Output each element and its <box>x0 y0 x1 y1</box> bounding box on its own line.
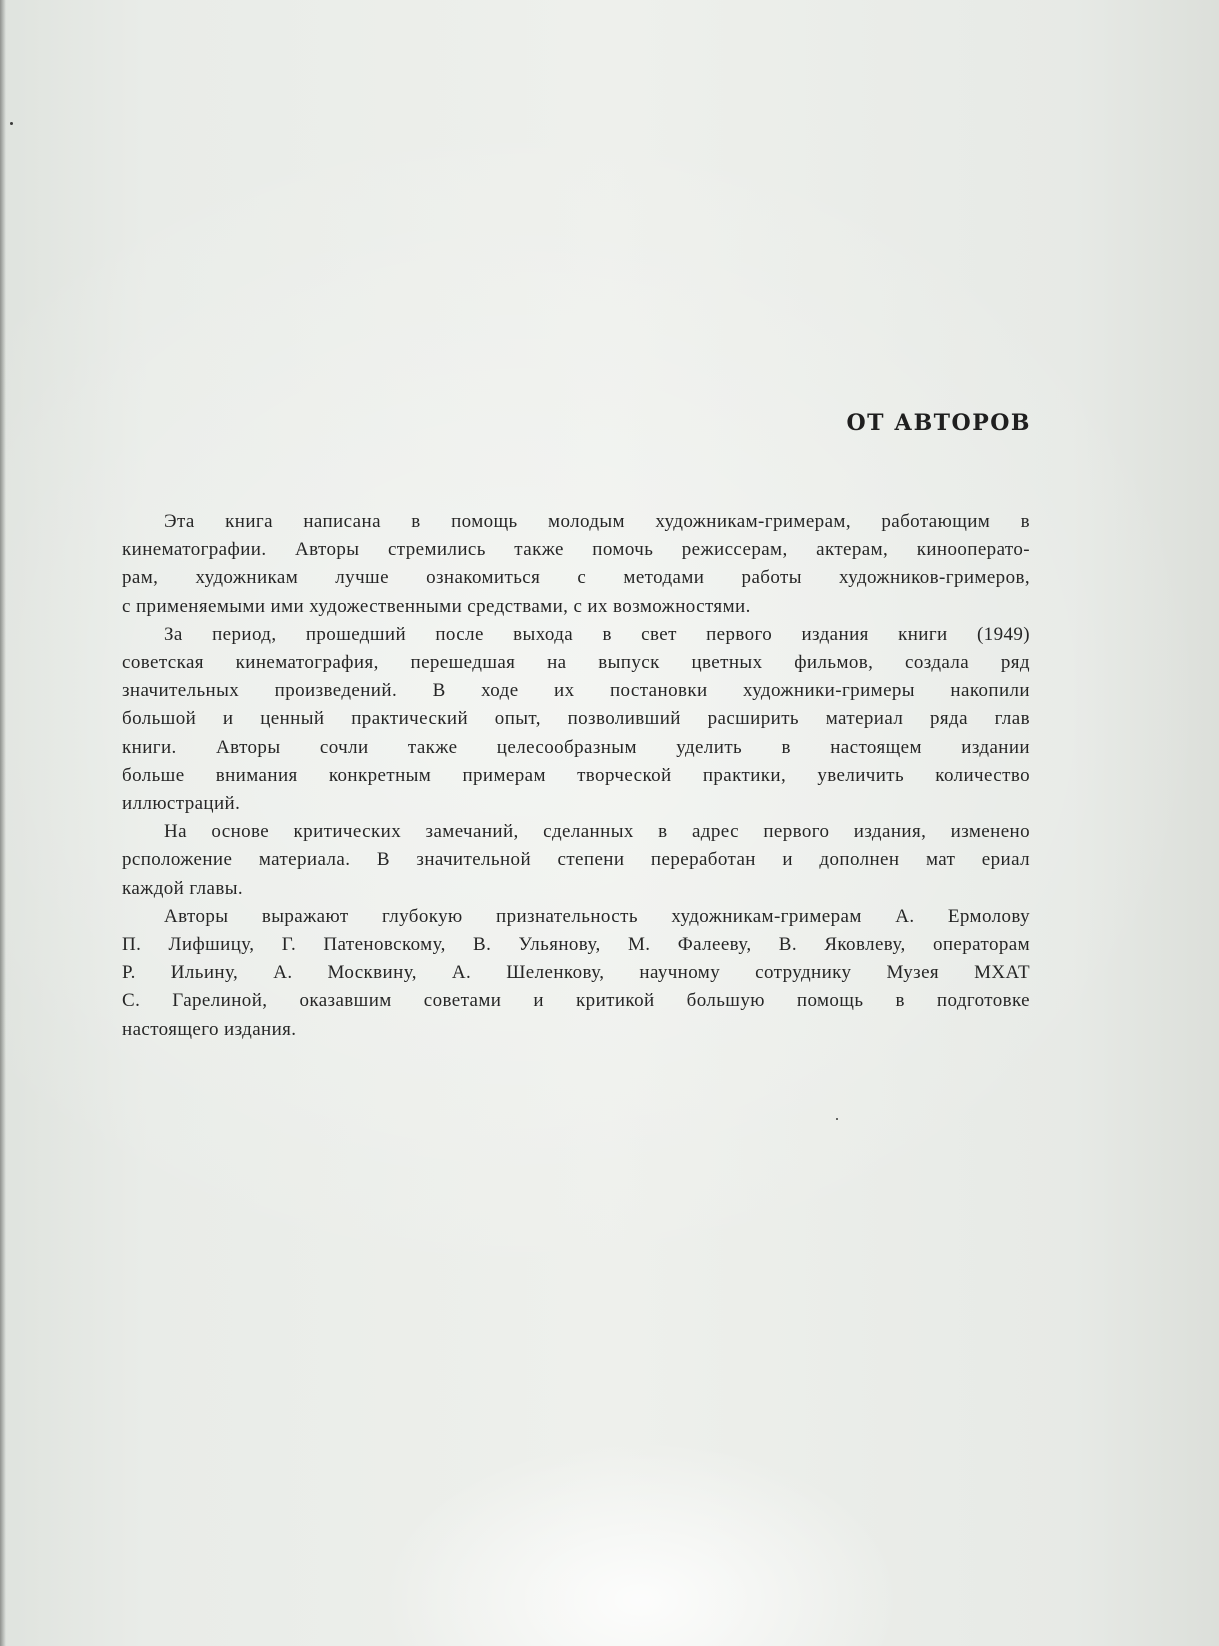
text-line: каждой главы. <box>122 877 244 899</box>
text-line: П. Лифшицу, Г. Патеновскому, В. Ульянову, М. Фалееву, В. Яковлеву, операторам <box>122 934 1030 956</box>
body-text <box>122 508 1030 1044</box>
text-line: рсположение материала. В значительной степени переработан и дополнен мат ериал <box>122 849 1030 871</box>
text-line: с применяемыми ими художественными средствами, с их возможностями. <box>122 595 751 617</box>
text-line: кинематографии. Авторы стремились также помочь режиссерам, актерам, кинооперато- <box>122 539 1030 561</box>
text-line: книги. Авторы сочли также целесообразным уделить в настоящем издании <box>122 736 1030 758</box>
text-line: На основе критических замечаний, сделанных в адрес первого издания, изменено <box>164 821 1030 843</box>
paper-speck <box>10 122 13 125</box>
paragraph <box>122 818 1030 903</box>
paragraph <box>122 903 1030 1044</box>
text-line: Эта книга написана в помощь молодым художникам-гримерам, работающим в <box>164 511 1030 532</box>
paragraph <box>122 508 1030 621</box>
text-line: большой и ценный практический опыт, позволивший расширить материал ряда глав <box>122 708 1030 730</box>
text-line: настоящего издания. <box>122 1018 297 1040</box>
paper-speck <box>836 1118 838 1120</box>
text-line: С. Гарелиной, оказавшим советами и критикой большую помощь в подготовке <box>122 990 1030 1012</box>
page-edge-shadow <box>0 0 6 1646</box>
text-line: советская кинематография, перешедшая на выпуск цветных фильмов, создала ряд <box>122 652 1030 674</box>
text-line: больше внимания конкретным примерам творческой практики, увеличить количество <box>122 764 1030 786</box>
text-line: рам, художникам лучше ознакомиться с методами работы художников-гримеров, <box>122 567 1030 589</box>
text-line: значительных произведений. В ходе их постановки художники-гримеры накопили <box>122 680 1030 702</box>
text-line: Авторы выражают глубокую признательность художникам-гримерам А. Ермолову <box>164 905 1030 927</box>
text-line: Р. Ильину, А. Москвину, А. Шеленкову, научному сотруднику Музея МХАТ <box>122 962 1030 984</box>
paragraph <box>122 621 1030 818</box>
page-title: ОТ АВТОРОВ <box>846 410 1031 436</box>
text-line: иллюстраций. <box>122 793 241 815</box>
text-line: За период, прошедший после выхода в свет первого издания книги (1949) <box>164 623 1030 645</box>
